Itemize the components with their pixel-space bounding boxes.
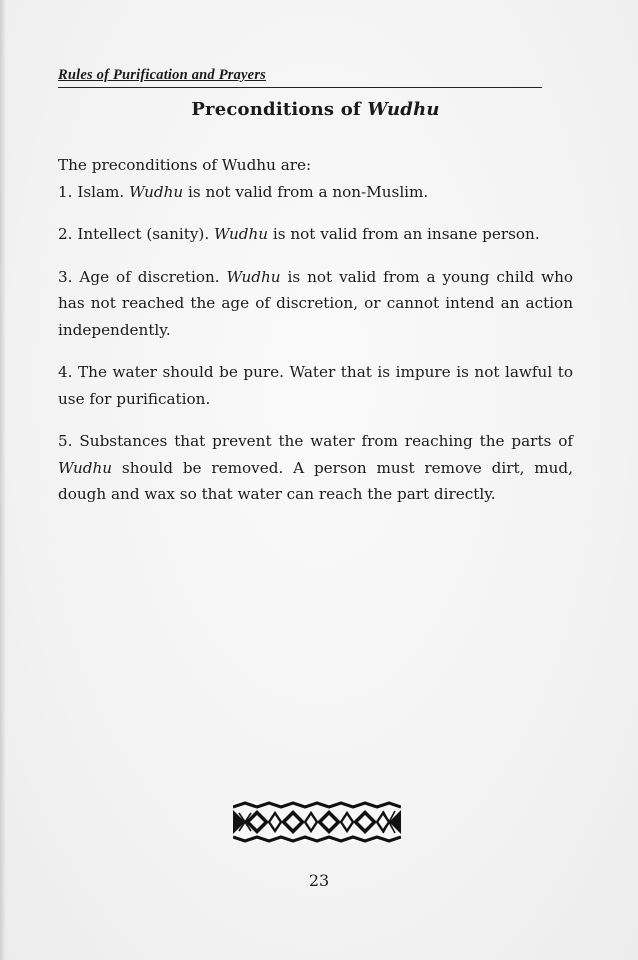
item-emphasis: Wudhu [58,458,113,477]
precondition-item [58,428,573,508]
item-emphasis: Wudhu [129,182,184,201]
item-lead: 1. Islam. [58,182,130,201]
item-rest: should be removed. A person must remove dirt, mud, dough and wax so that water can reach the part directly. [58,458,573,503]
section-title-text: Preconditions of [191,99,368,120]
page-number: 23 [308,871,330,890]
body-text [58,152,573,508]
precondition-item [58,264,573,344]
precondition-item [58,359,573,412]
item-lead: 5. Substances that prevent the water from reaching the parts of [58,432,573,450]
item-lead: 2. Intellect (sanity). [58,225,215,243]
geometric-knot-ornament-icon [233,801,401,843]
precondition-item [58,179,573,206]
item-lead: 3. Age of discretion. [58,267,227,286]
item-rest: is not valid from a non-Muslim. [183,182,429,201]
page-edge-shadow [0,0,6,960]
item-rest: is not valid from a young child who has not reached the age of discretion, or cannot intend an action independently. [58,267,573,339]
section-title-emphasis: Wudhu [367,99,440,120]
intro-text: The preconditions of Wudhu are: [58,156,312,174]
section-title [58,99,573,120]
intro-paragraph [58,152,573,179]
item-lead: 4. The water should be pure. Water that is impure is not lawful to use for purification. [58,363,573,408]
item-emphasis: Wudhu [226,267,281,286]
item-emphasis: Wudhu [214,225,269,243]
item-rest: is not valid from an insane person. [268,225,540,243]
running-head [58,67,542,88]
running-head-text: Rules of Purification and Prayers [58,67,266,83]
precondition-item [58,221,573,248]
